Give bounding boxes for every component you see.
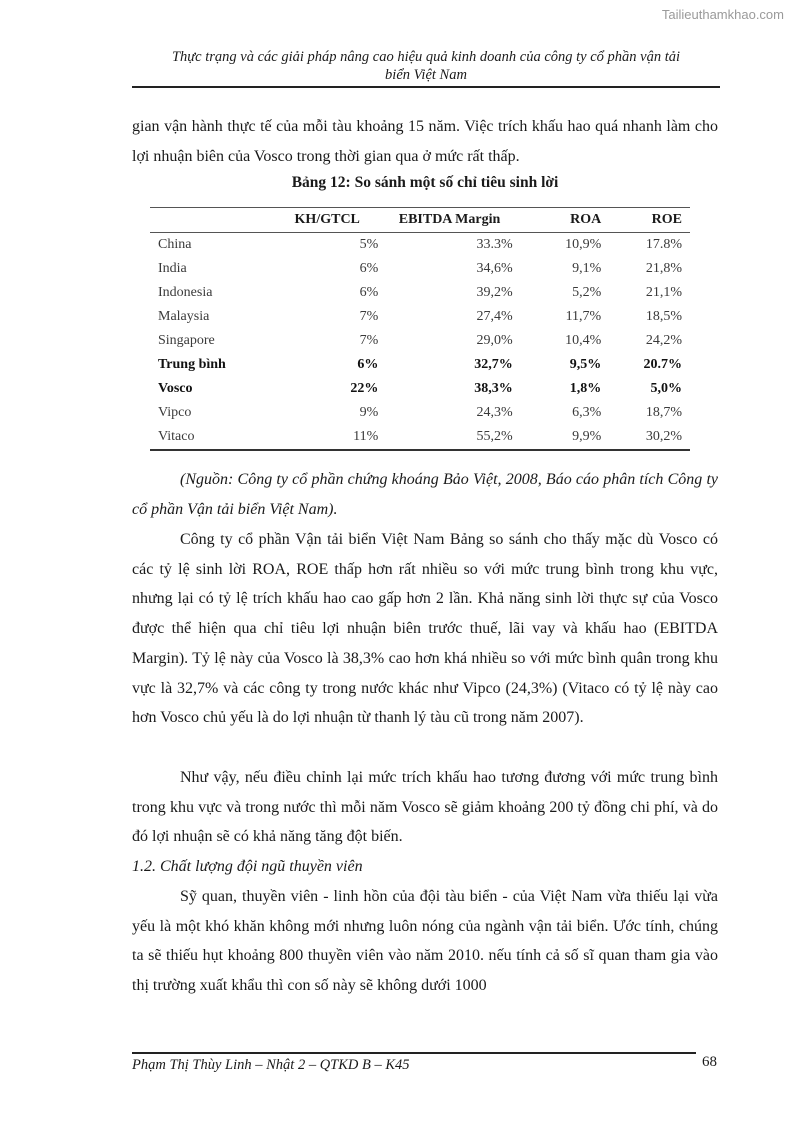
cell-roa: 6,3% bbox=[572, 405, 602, 420]
header-line-1: Thực trạng và các giải pháp nâng cao hiệu quả kinh doanh của công ty cổ phần vận tải bbox=[171, 49, 681, 65]
header-divider bbox=[132, 86, 720, 88]
table-row-vosco bbox=[150, 377, 690, 401]
cell-roe: 20.7% bbox=[643, 357, 682, 372]
paragraph-3: Như vậy, nếu điều chỉnh lại mức trích khấu hao tương đương với mức trung bình trong khu vực và trong nước thì mỗi năm Vosco sẽ giảm khoảng 200 tỷ đồng chi phí, và do đó lợi nhuận sẽ có khả năng tăng đột biến. bbox=[132, 769, 718, 846]
cell-roe: 24,2% bbox=[645, 333, 682, 348]
paragraph-4: Sỹ quan, thuyền viên - linh hồn của đội tàu biển - của Việt Nam vừa thiếu lại vừa yếu là một khó khăn không mới nhưng luôn nóng của ngành vận tải biển. Ước tính, chúng ta sẽ thiếu hụt khoảng 800 thuyền viên vào năm 2010. nếu tính cả số sĩ quan tham gia vào thị trường xuất khẩu thì con số này sẽ không dưới 1000 bbox=[132, 888, 718, 995]
watermark: Tailieuthamkhao.com bbox=[661, 7, 784, 22]
cell-kh-gtcl: 6% bbox=[359, 261, 379, 276]
cell-roa: 10,4% bbox=[565, 333, 602, 348]
cell-roa: 5,2% bbox=[572, 285, 602, 300]
source-note: (Nguồn: Công ty cổ phần chứng khoáng Bảo Việt, 2008, Báo cáo phân tích Công ty cổ phần Vận tải biển Việt Nam). bbox=[132, 471, 718, 518]
cell-ebitda: 29,0% bbox=[476, 333, 513, 348]
cell-ebitda: 24,3% bbox=[476, 405, 513, 420]
running-header bbox=[132, 48, 720, 84]
row-label: Vitaco bbox=[150, 425, 246, 450]
comparison-table bbox=[150, 207, 690, 451]
header-cell-label bbox=[150, 208, 246, 233]
cell-ebitda: 38,3% bbox=[474, 381, 513, 396]
cell-roa: 10,9% bbox=[565, 237, 602, 252]
cell-roa: 9,5% bbox=[569, 357, 602, 372]
cell-roe: 5,0% bbox=[650, 381, 682, 396]
cell-roe: 30,2% bbox=[605, 425, 690, 450]
table-row bbox=[150, 329, 690, 353]
row-label: Vosco bbox=[158, 381, 193, 396]
paragraph-2: Công ty cổ phần Vận tải biển Việt Nam Bảng so sánh cho thấy mặc dù Vosco có các tỷ lệ sinh lời ROA, ROE thấp hơn rất nhiều so với mức trung bình trong khu vực, nhưng lại có tỷ lệ trích khấu hao cao gấp hơn 2 lần. Khả năng sinh lời thực sự của Vosco được thể hiện qua chỉ tiêu lợi nhuận biên trước thuế, lãi vay và khấu hao (EBITDA Margin). Tỷ lệ này của Vosco là 38,3% cao hơn khá nhiều so với mức bình quân trong khu vực là 32,7% và các công ty trong nước khác như Vipco (24,3%) (Vitaco có tỷ lệ này cao hơn Vosco chủ yếu là do lợi nhuận từ thanh lý tàu cũ trong năm 2007). bbox=[132, 531, 718, 727]
cell-ebitda: 27,4% bbox=[476, 309, 513, 324]
cell-kh-gtcl: 7% bbox=[359, 333, 379, 348]
cell-kh-gtcl: 6% bbox=[359, 285, 379, 300]
table-row bbox=[150, 233, 690, 258]
cell-kh-gtcl: 22% bbox=[350, 381, 379, 396]
row-label: India bbox=[158, 261, 187, 276]
table-row bbox=[150, 305, 690, 329]
section-heading: 1.2. Chất lượng đội ngũ thuyền viên bbox=[132, 858, 363, 875]
cell-roa: 11,7% bbox=[565, 309, 602, 324]
footer-author: Phạm Thị Thùy Linh – Nhật 2 – QTKD B – K45 bbox=[132, 1057, 410, 1073]
cell-kh-gtcl: 9% bbox=[359, 405, 379, 420]
row-label: Vipco bbox=[158, 405, 192, 420]
row-label: Trung bình bbox=[158, 357, 226, 372]
table-row-average bbox=[150, 353, 690, 377]
header-cell-ebitda: EBITDA Margin bbox=[382, 208, 516, 233]
paragraph-1: gian vận hành thực tế của mỗi tàu khoảng 15 năm. Việc trích khấu hao quá nhanh làm cho lợi nhuận biên của Vosco trong thời gian qua ở mức rất thấp. bbox=[132, 118, 718, 165]
table-row bbox=[150, 401, 690, 425]
row-label: Indonesia bbox=[158, 285, 213, 300]
table-row bbox=[150, 425, 690, 450]
table-row bbox=[150, 257, 690, 281]
footer-divider bbox=[132, 1052, 696, 1054]
cell-roe: 21,8% bbox=[645, 261, 682, 276]
table-header-row bbox=[150, 208, 690, 233]
header-cell-roa: ROA bbox=[517, 208, 606, 233]
cell-ebitda: 34,6% bbox=[476, 261, 513, 276]
cell-roe: 17.8% bbox=[645, 237, 682, 252]
cell-roe: 18,5% bbox=[645, 309, 682, 324]
cell-kh-gtcl: 7% bbox=[359, 309, 379, 324]
cell-kh-gtcl: 11% bbox=[246, 425, 382, 450]
cell-ebitda: 32,7% bbox=[474, 357, 513, 372]
cell-ebitda: 39,2% bbox=[476, 285, 513, 300]
table-row bbox=[150, 281, 690, 305]
header-cell-roe: ROE bbox=[605, 208, 690, 233]
cell-kh-gtcl: 6% bbox=[357, 357, 379, 372]
cell-ebitda: 55,2% bbox=[382, 425, 516, 450]
cell-roa: 9,1% bbox=[572, 261, 602, 276]
table-caption: Bảng 12: So sánh một số chỉ tiêu sinh lời bbox=[291, 174, 559, 191]
cell-kh-gtcl: 5% bbox=[359, 237, 379, 252]
row-label: Singapore bbox=[158, 333, 215, 348]
cell-ebitda: 33.3% bbox=[476, 237, 513, 252]
row-label: Malaysia bbox=[158, 309, 210, 324]
cell-roe: 18,7% bbox=[645, 405, 682, 420]
cell-roa: 9,9% bbox=[517, 425, 606, 450]
page-number: 68 bbox=[702, 1054, 717, 1070]
header-cell-kh-gtcl: KH/GTCL bbox=[246, 208, 382, 233]
row-label: China bbox=[158, 237, 192, 252]
header-line-2: biển Việt Nam bbox=[385, 67, 467, 83]
cell-roe: 21,1% bbox=[645, 285, 682, 300]
cell-roa: 1,8% bbox=[569, 381, 602, 396]
